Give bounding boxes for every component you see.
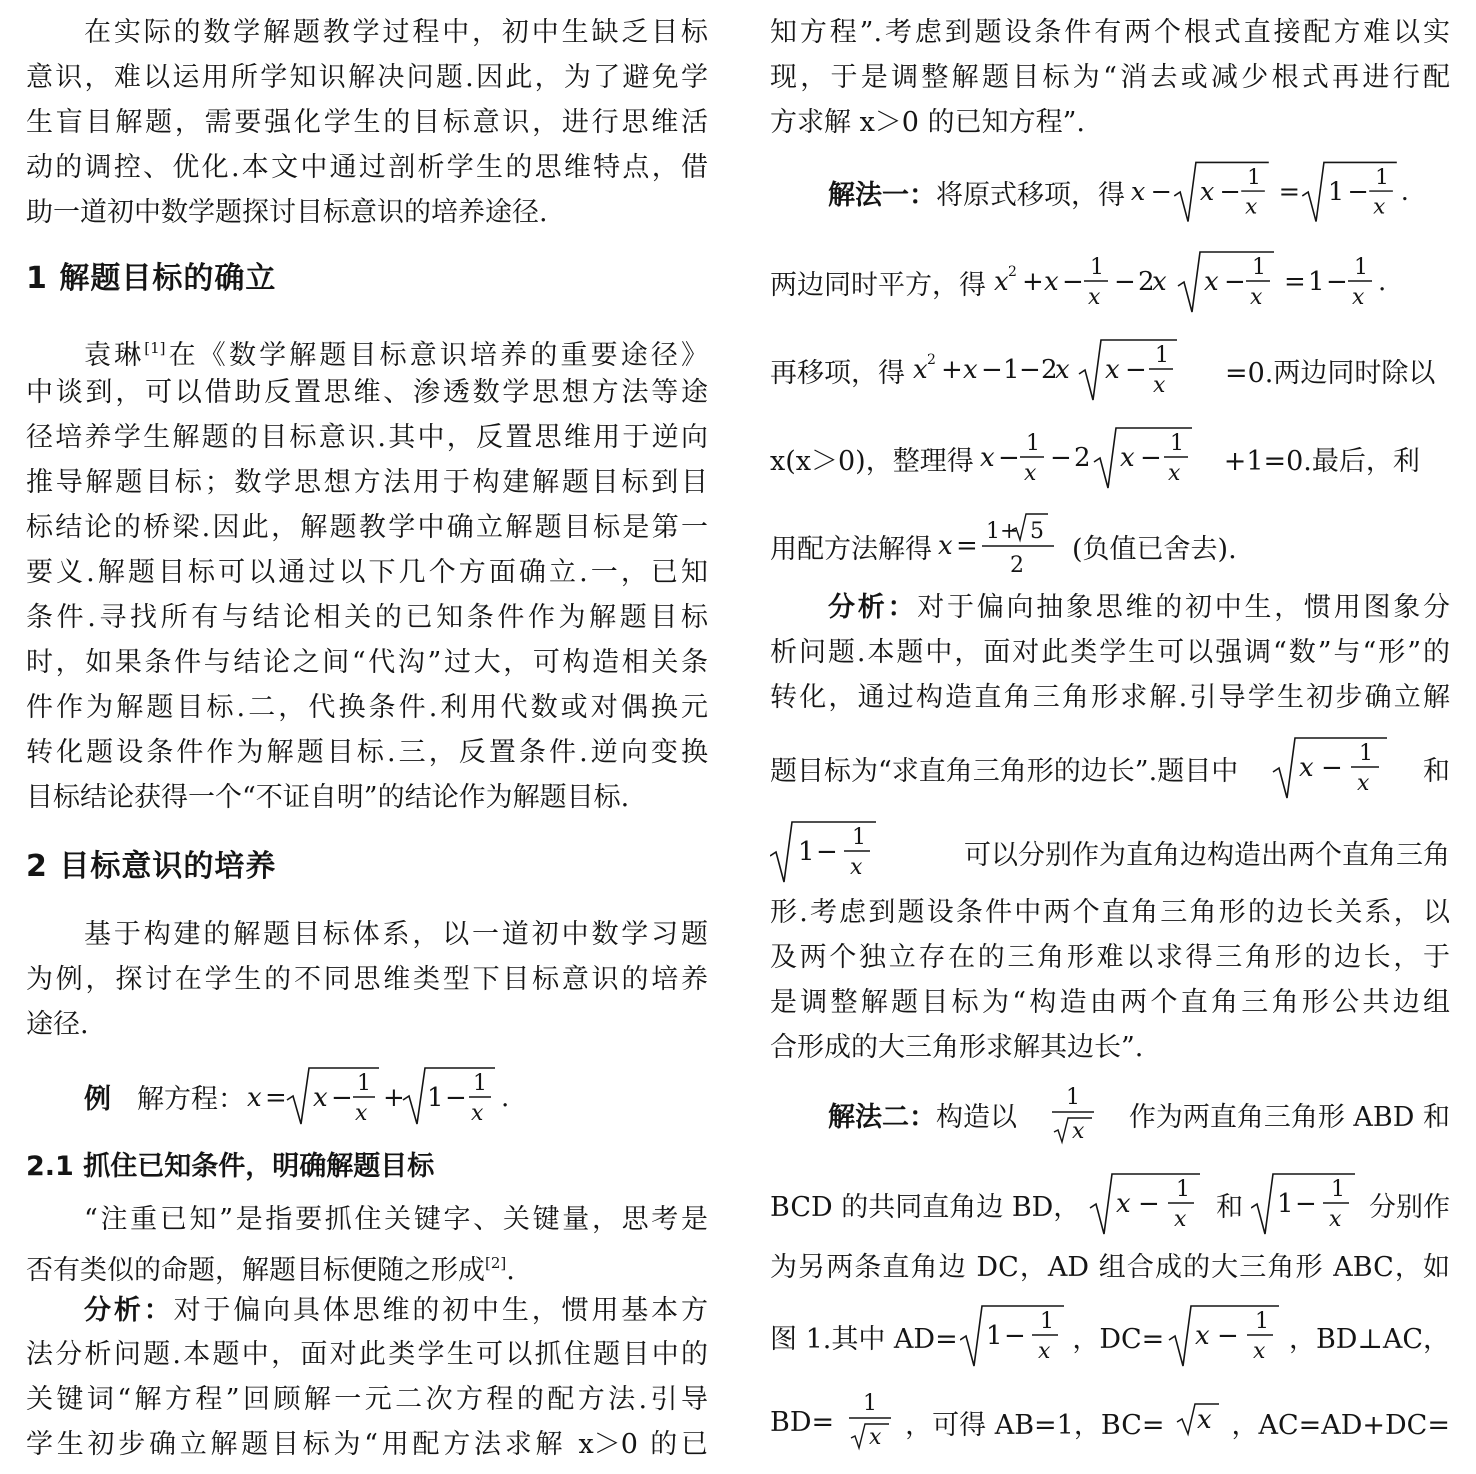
svg-text:x: x — [868, 1425, 882, 1450]
formula — [1251, 1166, 1361, 1242]
paragraph-line: 转化，通过构造直角三角形求解.引导学生初步确立解 — [770, 682, 1450, 713]
paragraph-line: 助一道初中数学题探讨目标意识的培养途径. — [26, 197, 548, 228]
svg-text:1: 1 — [357, 1071, 371, 1096]
svg-text:2: 2 — [1010, 553, 1024, 578]
svg-text:+: + — [383, 1083, 405, 1113]
svg-text:1: 1 — [1375, 165, 1389, 191]
svg-text:x: x — [471, 1101, 484, 1126]
svg-text:1: 1 — [852, 825, 866, 850]
svg-text:1: 1 — [1277, 1189, 1294, 1219]
solution2-line4: 图 1.其中 AD= 1 − 1 x ，DC= x − 1 x ，BD⊥AC， — [770, 1298, 1450, 1374]
svg-text:1: 1 — [473, 1071, 487, 1096]
svg-text:x: x — [1194, 1321, 1210, 1351]
svg-text:x: x — [1352, 285, 1365, 310]
paragraph-line: 时，如果条件与结论之间“代沟”过大，可构造相关条 — [26, 647, 708, 678]
paragraph-line: 法分析问题.本题中，面对此类学生可以抓住题目中的 — [26, 1339, 708, 1370]
formula — [974, 420, 1224, 496]
svg-text:1: 1 — [1254, 1309, 1269, 1334]
svg-text:−: − — [1326, 267, 1348, 297]
solution1-line2: 两边同时平方，得 x 2 + x − 1 x − 2 x x − 1 x = 1 − 1 x . — [770, 244, 1450, 320]
svg-text:x: x — [913, 355, 928, 385]
svg-text:1: 1 — [1169, 431, 1184, 456]
formula — [1167, 1298, 1287, 1374]
svg-text:x: x — [850, 855, 863, 880]
paragraph-line: 基于构建的解题目标体系，以一道初中数学习题 — [84, 919, 708, 950]
svg-text:x: x — [1119, 443, 1135, 473]
paragraph-line-with-formula: 1 − 1 x 可以分别作为直角边构造出两个直角三角 — [770, 814, 1450, 890]
svg-text:x: x — [1023, 461, 1037, 486]
paragraph-line: 袁琳[1]在《数学解题目标意识培养的重要途径》 — [84, 339, 709, 371]
paragraph-line: 为例，探讨在学生的不同思维类型下目标意识的培养 — [26, 964, 708, 995]
svg-text:−: − — [816, 837, 838, 867]
paragraph-line: 目标结论获得一个“不证自明”的结论作为解题目标. — [26, 782, 630, 813]
paragraph-line: 否有类似的命题，解题目标便随之形成[2]. — [26, 1254, 515, 1286]
paragraph-line: 方求解 x＞0 的已知方程”. — [770, 107, 1085, 138]
svg-text:x: x — [1038, 1339, 1051, 1364]
paragraph-line: 动的调控、优化.本文中通过剖析学生的思维特点，借 — [26, 152, 708, 183]
svg-text:1: 1 — [1003, 355, 1020, 385]
svg-text:1: 1 — [1155, 343, 1169, 368]
solution1-line1: 解法一： 将原式移项，得 x − x − 1 x = 1 − 1 x . — [828, 152, 1450, 232]
svg-text:−: − — [1062, 267, 1084, 297]
paragraph-line: 为另两条直角边 DC，AD 组合成的大三角形 ABC，如 — [770, 1252, 1450, 1283]
svg-text:x: x — [1116, 1189, 1131, 1219]
svg-text:−: − — [1295, 1189, 1317, 1219]
svg-text:1: 1 — [986, 1321, 1003, 1351]
svg-text:x: x — [994, 267, 1009, 297]
svg-text:1: 1 — [1327, 176, 1345, 207]
solution1-line3: 再移项，得 x 2 + x − 1 − 2 x x − 1 x =0.两边同时除以 — [770, 332, 1450, 408]
formula — [1088, 1166, 1208, 1242]
paragraph-line: 学生初步确立解题目标为“用配方法求解 x＞0 的已 — [26, 1429, 708, 1460]
svg-text:−: − — [981, 355, 1003, 385]
svg-text:=: = — [1278, 176, 1301, 207]
svg-text:x: x — [1250, 285, 1263, 310]
svg-text:1: 1 — [427, 1083, 444, 1113]
paragraph-line: 途径. — [26, 1009, 89, 1040]
svg-text:2: 2 — [1041, 355, 1058, 385]
subsection-heading: 2.1 抓住已知条件，明确解题目标 — [26, 1151, 435, 1182]
section-heading-1: 1 解题目标的确立 — [26, 261, 277, 296]
svg-text:x: x — [355, 1101, 368, 1126]
svg-text:x: x — [1199, 176, 1215, 207]
svg-text:x: x — [1356, 771, 1370, 796]
svg-text:−: − — [1320, 753, 1343, 783]
paragraph-line: 现，于是调整解题目标为“消去或减少根式再进行配 — [770, 62, 1450, 93]
svg-text:x: x — [1298, 753, 1314, 783]
svg-text:x: x — [938, 531, 953, 561]
paragraph-line: 推导解题目标；数学思想方法用于构建解题目标到目 — [26, 467, 708, 498]
analysis-label: 分析： — [828, 592, 918, 623]
formula — [845, 1382, 895, 1462]
svg-text:x: x — [979, 443, 995, 473]
svg-text:x: x — [1167, 461, 1181, 486]
svg-text:x: x — [1071, 1119, 1085, 1144]
solution2-line2: BCD 的共同直角边 BD， x − 1 x 和 1 − 1 x 分别作 — [770, 1166, 1450, 1242]
paragraph-line: 合形成的大三角形求解其边长”. — [770, 1032, 1144, 1063]
paragraph-line: “注重已知”是指要抓住关键字、关键量，思考是 — [84, 1204, 708, 1235]
paragraph-line: 标结论的桥梁.因此，解题教学中确立解题目标是第一 — [26, 512, 708, 543]
paragraph-line: 形.考虑到题设条件中两个直角三角形的边长关系，以 — [770, 897, 1450, 928]
svg-text:x: x — [1152, 267, 1167, 297]
svg-text:1: 1 — [1025, 431, 1040, 456]
svg-text:x: x — [1055, 355, 1070, 385]
svg-text:=: = — [1284, 267, 1306, 297]
svg-text:5: 5 — [1030, 519, 1044, 544]
svg-text:x: x — [1329, 1207, 1342, 1232]
paragraph-line: 条件.寻找所有与结论相关的已知条件作为解题目标 — [26, 602, 708, 633]
svg-text:1: 1 — [1252, 255, 1266, 280]
paragraph-line: 关键词“解方程”回顾解一元二次方程的配方法.引导 — [26, 1384, 708, 1415]
paragraph-line: 意识，难以运用所学知识解决问题.因此，为了避免学 — [26, 62, 708, 93]
svg-text:x: x — [1373, 194, 1386, 220]
formula — [1269, 730, 1393, 806]
section-heading-2: 2 目标意识的培养 — [26, 849, 277, 884]
svg-text:x: x — [247, 1083, 262, 1113]
svg-text:1: 1 — [1308, 267, 1325, 297]
example-equation — [84, 1062, 708, 1130]
paragraph-line: 是调整解题目标为“构造由两个直角三角形公共边组 — [770, 987, 1450, 1018]
svg-text:1+: 1+ — [986, 519, 1019, 544]
svg-text:.: . — [501, 1083, 510, 1113]
svg-text:.: . — [1378, 267, 1387, 297]
svg-text:x: x — [1174, 1207, 1187, 1232]
paragraph-line: 转化题设条件作为解题目标.三，反置条件.逆向变换 — [26, 737, 708, 768]
formula — [905, 332, 1225, 408]
svg-text:x: x — [963, 355, 978, 385]
formula — [1175, 1382, 1221, 1462]
paragraph-line: 析问题.本题中，面对此类学生可以强调“数”与“形”的 — [770, 637, 1450, 668]
svg-text:−: − — [1347, 176, 1370, 207]
svg-text:x: x — [1130, 176, 1146, 207]
svg-text:−: − — [445, 1083, 467, 1113]
analysis-label: 分析： — [84, 1295, 174, 1326]
svg-text:−: − — [1114, 267, 1136, 297]
svg-text:1: 1 — [1358, 741, 1373, 766]
svg-text:1: 1 — [1090, 255, 1104, 280]
example-formula — [245, 1062, 535, 1130]
paragraph-line: 分析：对于偏向抽象思维的初中生，惯用图象分 — [828, 592, 1450, 623]
svg-text:−: − — [1019, 355, 1041, 385]
paragraph-line: 中谈到，可以借助反置思维、渗透数学思想方法等途 — [26, 377, 708, 408]
svg-text:−: − — [331, 1083, 353, 1113]
formula — [1125, 152, 1450, 232]
svg-text:2: 2 — [1008, 264, 1017, 280]
svg-text:x: x — [1105, 355, 1120, 385]
svg-text:x: x — [1153, 373, 1166, 398]
paragraph-line: 要义.解题目标可以通过以下几个方面确立.一，已知 — [26, 557, 708, 588]
paragraph-line: 生盲目解题，需要强化学生的目标意识，进行思维活 — [26, 107, 708, 138]
svg-text:=: = — [265, 1083, 287, 1113]
solution2-line5: BD= 1 x ，可得 AB=1，BC= x ，AC=AD+DC= — [770, 1382, 1450, 1462]
example-label: 例 — [84, 1083, 111, 1115]
formula — [932, 508, 1072, 584]
svg-text:x: x — [313, 1083, 328, 1113]
solution1-line4: x(x＞0)，整理得 x − 1 x − 2 x − 1 x +1=0.最后，利 — [770, 420, 1450, 496]
paragraph-line: 分析：对于偏向具体思维的初中生，惯用基本方 — [84, 1295, 709, 1326]
svg-text:x: x — [1088, 285, 1101, 310]
paragraph-line: 件作为解题目标.二，代换条件.利用代数或对偶换元 — [26, 692, 708, 723]
solution1-label: 解法一： — [828, 179, 936, 211]
svg-text:2: 2 — [1073, 443, 1091, 473]
svg-text:−: − — [1150, 176, 1173, 207]
svg-text:x: x — [1245, 194, 1258, 220]
solution2-label: 解法二： — [828, 1101, 936, 1133]
svg-text:−: − — [1049, 443, 1072, 473]
svg-text:−: − — [1219, 176, 1241, 207]
svg-text:1: 1 — [1040, 1309, 1055, 1334]
svg-text:.: . — [1400, 176, 1409, 207]
svg-text:−: − — [1139, 443, 1162, 473]
svg-text:x: x — [1196, 1405, 1212, 1435]
svg-text:x: x — [1204, 267, 1219, 297]
svg-text:2: 2 — [927, 352, 936, 368]
citation-ref: [2] — [485, 1254, 507, 1272]
svg-text:2: 2 — [1138, 267, 1155, 297]
svg-text:−: − — [1138, 1189, 1161, 1219]
paragraph-line: 及两个独立存在的三角形难以求得三角形的边长，于 — [770, 942, 1450, 973]
svg-text:−: − — [1224, 267, 1246, 297]
svg-text:1: 1 — [1331, 1177, 1346, 1202]
svg-text:−: − — [1004, 1321, 1026, 1351]
formula — [770, 814, 880, 890]
svg-text:−: − — [1216, 1321, 1239, 1351]
svg-text:1: 1 — [1065, 1085, 1080, 1110]
svg-text:−: − — [997, 443, 1020, 473]
solution2-line1: 解法二： 构造以 1 x 作为两直角三角形 ABD 和 — [828, 1074, 1450, 1154]
paragraph-line: 知方程”.考虑到题设条件有两个根式直接配方难以实 — [770, 17, 1450, 48]
formula — [960, 1298, 1070, 1374]
svg-text:x: x — [1044, 267, 1059, 297]
paragraph-line: 在实际的数学解题教学过程中，初中生缺乏目标 — [84, 17, 708, 48]
svg-text:1: 1 — [1176, 1177, 1191, 1202]
svg-text:1: 1 — [798, 837, 815, 867]
formula — [986, 244, 1446, 320]
svg-text:=: = — [956, 531, 978, 561]
example-text: 解方程： — [137, 1083, 245, 1115]
paragraph-line: 径培养学生解题的目标意识.其中，反置思维用于逆向 — [26, 422, 708, 453]
svg-text:+: + — [941, 355, 963, 385]
citation-ref: [1] — [144, 339, 166, 357]
svg-text:1: 1 — [1354, 255, 1368, 280]
svg-text:+: + — [1022, 267, 1044, 297]
svg-text:−: − — [1125, 355, 1147, 385]
svg-text:x: x — [1252, 1339, 1266, 1364]
svg-text:1: 1 — [862, 1391, 877, 1416]
paragraph-line-with-formula: 题目标为“求直角三角形的边长”.题目中 x − 1 x 和 — [770, 730, 1450, 806]
formula — [1048, 1074, 1098, 1154]
solution1-line5: 用配方法解得 x = 1+ 5 2 (负值已舍去). — [770, 508, 1450, 584]
svg-text:1: 1 — [1247, 165, 1261, 191]
